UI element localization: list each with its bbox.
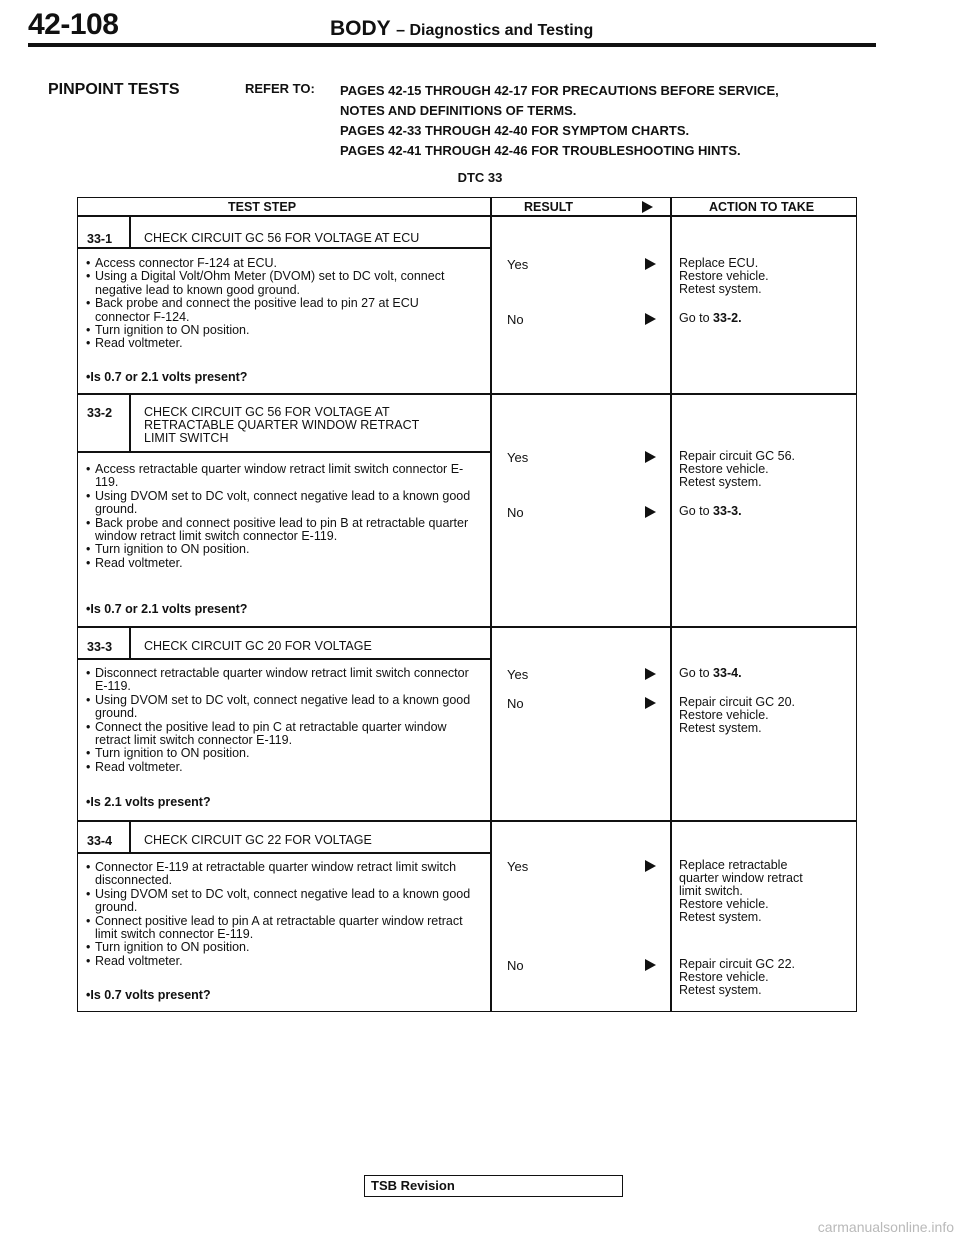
header-result: RESULT (524, 200, 574, 214)
action-text (679, 958, 795, 997)
step-bullets (86, 463, 471, 570)
step-bullet: • Back probe and connect positive lead to pin B at retractable quarter window retract limit switch connector E-119. (86, 517, 471, 544)
step-bullet: • Connect the positive lead to pin C at retractable quarter window retract limit switch connector E-119. (86, 721, 471, 748)
action-text (679, 667, 742, 680)
step-bullet: • Read voltmeter. (86, 761, 471, 774)
step-id: 33-2 (87, 406, 113, 420)
result-no: No (507, 505, 524, 520)
result-arrow-icon (645, 860, 656, 872)
refer-line: PAGES 42-41 THROUGH 42-46 FOR TROUBLESHOOTING HINTS. (340, 143, 741, 158)
result-arrow-icon (645, 959, 656, 971)
result-arrow-icon (645, 313, 656, 325)
action-text-body: Repair circuit GC 22. Restore vehicle. Retest system. (679, 957, 796, 997)
action-text-body: Replace ECU. Restore vehicle. Retest system. (679, 256, 769, 296)
step-bullet: • Access retractable quarter window retract limit switch connector E-119. (86, 463, 471, 490)
action-text (679, 257, 769, 296)
action-text-body: Repair circuit GC 20. Restore vehicle. Retest system. (679, 695, 796, 735)
step-bullet: • Turn ignition to ON position. (86, 543, 471, 556)
header-rule (78, 215, 856, 217)
refer-line: PAGES 42-33 THROUGH 42-40 FOR SYMPTOM CHARTS. (340, 123, 690, 138)
refer-lines (340, 81, 779, 161)
action-text-body: Replace retractable quarter window retract limit switch. Restore vehicle. Retest system. (679, 858, 803, 924)
refer-line: NOTES AND DEFINITIONS OF TERMS. (340, 103, 577, 118)
step-id: 33-3 (87, 640, 113, 654)
step-bullet: • Read voltmeter. (86, 337, 471, 350)
step-id-divider (129, 215, 131, 247)
step-question: • Is 0.7 volts present? (86, 988, 211, 1002)
page-title-sub: – Diagnostics and Testing (396, 22, 594, 39)
step-question: • Is 0.7 or 2.1 volts present? (86, 370, 247, 384)
page-title-main: BODY (330, 17, 391, 40)
result-no: No (507, 312, 524, 327)
step-bullet: • Connector E-119 at retractable quarter window retract limit switch disconnected. (86, 861, 471, 888)
header-arrow-icon (642, 201, 653, 213)
step-separator (78, 820, 856, 822)
result-arrow-icon (645, 258, 656, 270)
step-bullet: • Back probe and connect the positive lead to pin 27 at ECU connector F-124. (86, 297, 471, 324)
header-rule (28, 43, 876, 47)
result-arrow-icon (645, 668, 656, 680)
step-bullets (86, 257, 471, 351)
action-text-body: Repair circuit GC 56. Restore vehicle. Retest system. (679, 449, 796, 489)
step-title: CHECK CIRCUIT GC 20 FOR VOLTAGE (144, 639, 372, 653)
step-bullets (86, 861, 471, 968)
result-yes: Yes (507, 450, 529, 465)
result-yes: Yes (507, 667, 529, 682)
tsb-revision-box: TSB Revision (364, 1175, 623, 1197)
watermark: carmanualsonline.info (817, 1219, 954, 1235)
step-id: 33-4 (87, 834, 113, 848)
step-bullet: • Turn ignition to ON position. (86, 941, 471, 954)
step-bullet: • Read voltmeter. (86, 955, 471, 968)
pinpoint-table (77, 197, 857, 1012)
step-bullet: • Using DVOM set to DC volt, connect negative lead to a known good ground. (86, 490, 471, 517)
step-question: • Is 0.7 or 2.1 volts present? (86, 602, 247, 616)
action-text (679, 312, 742, 325)
step-bullet: • Using DVOM set to DC volt, connect negative lead to a known good ground. (86, 888, 471, 915)
action-text (679, 505, 742, 518)
step-title-rule (78, 451, 490, 453)
step-separator (78, 626, 856, 628)
action-text (679, 450, 795, 489)
action-text-body: Go to (679, 504, 714, 518)
action-ref: 33-2. (713, 311, 742, 325)
step-title-rule (78, 658, 490, 660)
step-bullet: • Turn ignition to ON position. (86, 747, 471, 760)
header-action: ACTION TO TAKE (709, 200, 815, 214)
result-arrow-icon (645, 451, 656, 463)
action-ref: 33-3. (713, 504, 742, 518)
step-separator (78, 393, 856, 395)
refer-label: REFER TO: (245, 81, 315, 96)
step-bullet: • Using a Digital Volt/Ohm Meter (DVOM) set to DC volt, connect negative lead to known good ground. (86, 270, 471, 297)
action-text (679, 696, 795, 735)
page-title (330, 17, 593, 41)
step-bullets (86, 667, 471, 774)
page-number: 42-108 (28, 8, 119, 41)
step-id-divider (129, 626, 131, 658)
result-no: No (507, 696, 524, 711)
result-arrow-icon (645, 697, 656, 709)
action-text-body: Go to (679, 311, 714, 325)
action-text-body: Go to (679, 666, 714, 680)
step-bullet: • Read voltmeter. (86, 557, 471, 570)
column-divider (670, 198, 672, 1011)
step-bullet: • Access connector F-124 at ECU. (86, 257, 471, 270)
step-title: CHECK CIRCUIT GC 56 FOR VOLTAGE AT ECU (144, 231, 420, 245)
step-id-divider (129, 820, 131, 852)
result-yes: Yes (507, 859, 529, 874)
header-test-step: TEST STEP (228, 200, 297, 214)
result-yes: Yes (507, 257, 529, 272)
dtc-label: DTC 33 (457, 170, 503, 185)
step-title-rule (78, 852, 490, 854)
step-bullet: • Connect positive lead to pin A at retractable quarter window retract limit switch connector E-119. (86, 915, 471, 942)
pinpoint-heading: PINPOINT TESTS (48, 81, 180, 98)
step-title-rule (78, 247, 490, 249)
step-title: CHECK CIRCUIT GC 22 FOR VOLTAGE (144, 833, 372, 847)
step-id-divider (129, 393, 131, 451)
step-bullet: • Turn ignition to ON position. (86, 324, 471, 337)
step-bullet: • Disconnect retractable quarter window retract limit switch connector E-119. (86, 667, 471, 694)
column-divider (490, 198, 492, 1011)
step-id: 33-1 (87, 232, 113, 246)
refer-line: PAGES 42-15 THROUGH 42-17 FOR PRECAUTIONS BEFORE SERVICE, (340, 83, 779, 98)
result-no: No (507, 958, 524, 973)
result-arrow-icon (645, 506, 656, 518)
step-question: • Is 2.1 volts present? (86, 795, 211, 809)
step-bullet: • Using DVOM set to DC volt, connect negative lead to a known good ground. (86, 694, 471, 721)
step-title: CHECK CIRCUIT GC 56 FOR VOLTAGE AT RETRACTABLE QUARTER WINDOW RETRACT LIMIT SWITCH (144, 405, 420, 445)
action-text (679, 859, 803, 924)
action-ref: 33-4. (713, 666, 742, 680)
